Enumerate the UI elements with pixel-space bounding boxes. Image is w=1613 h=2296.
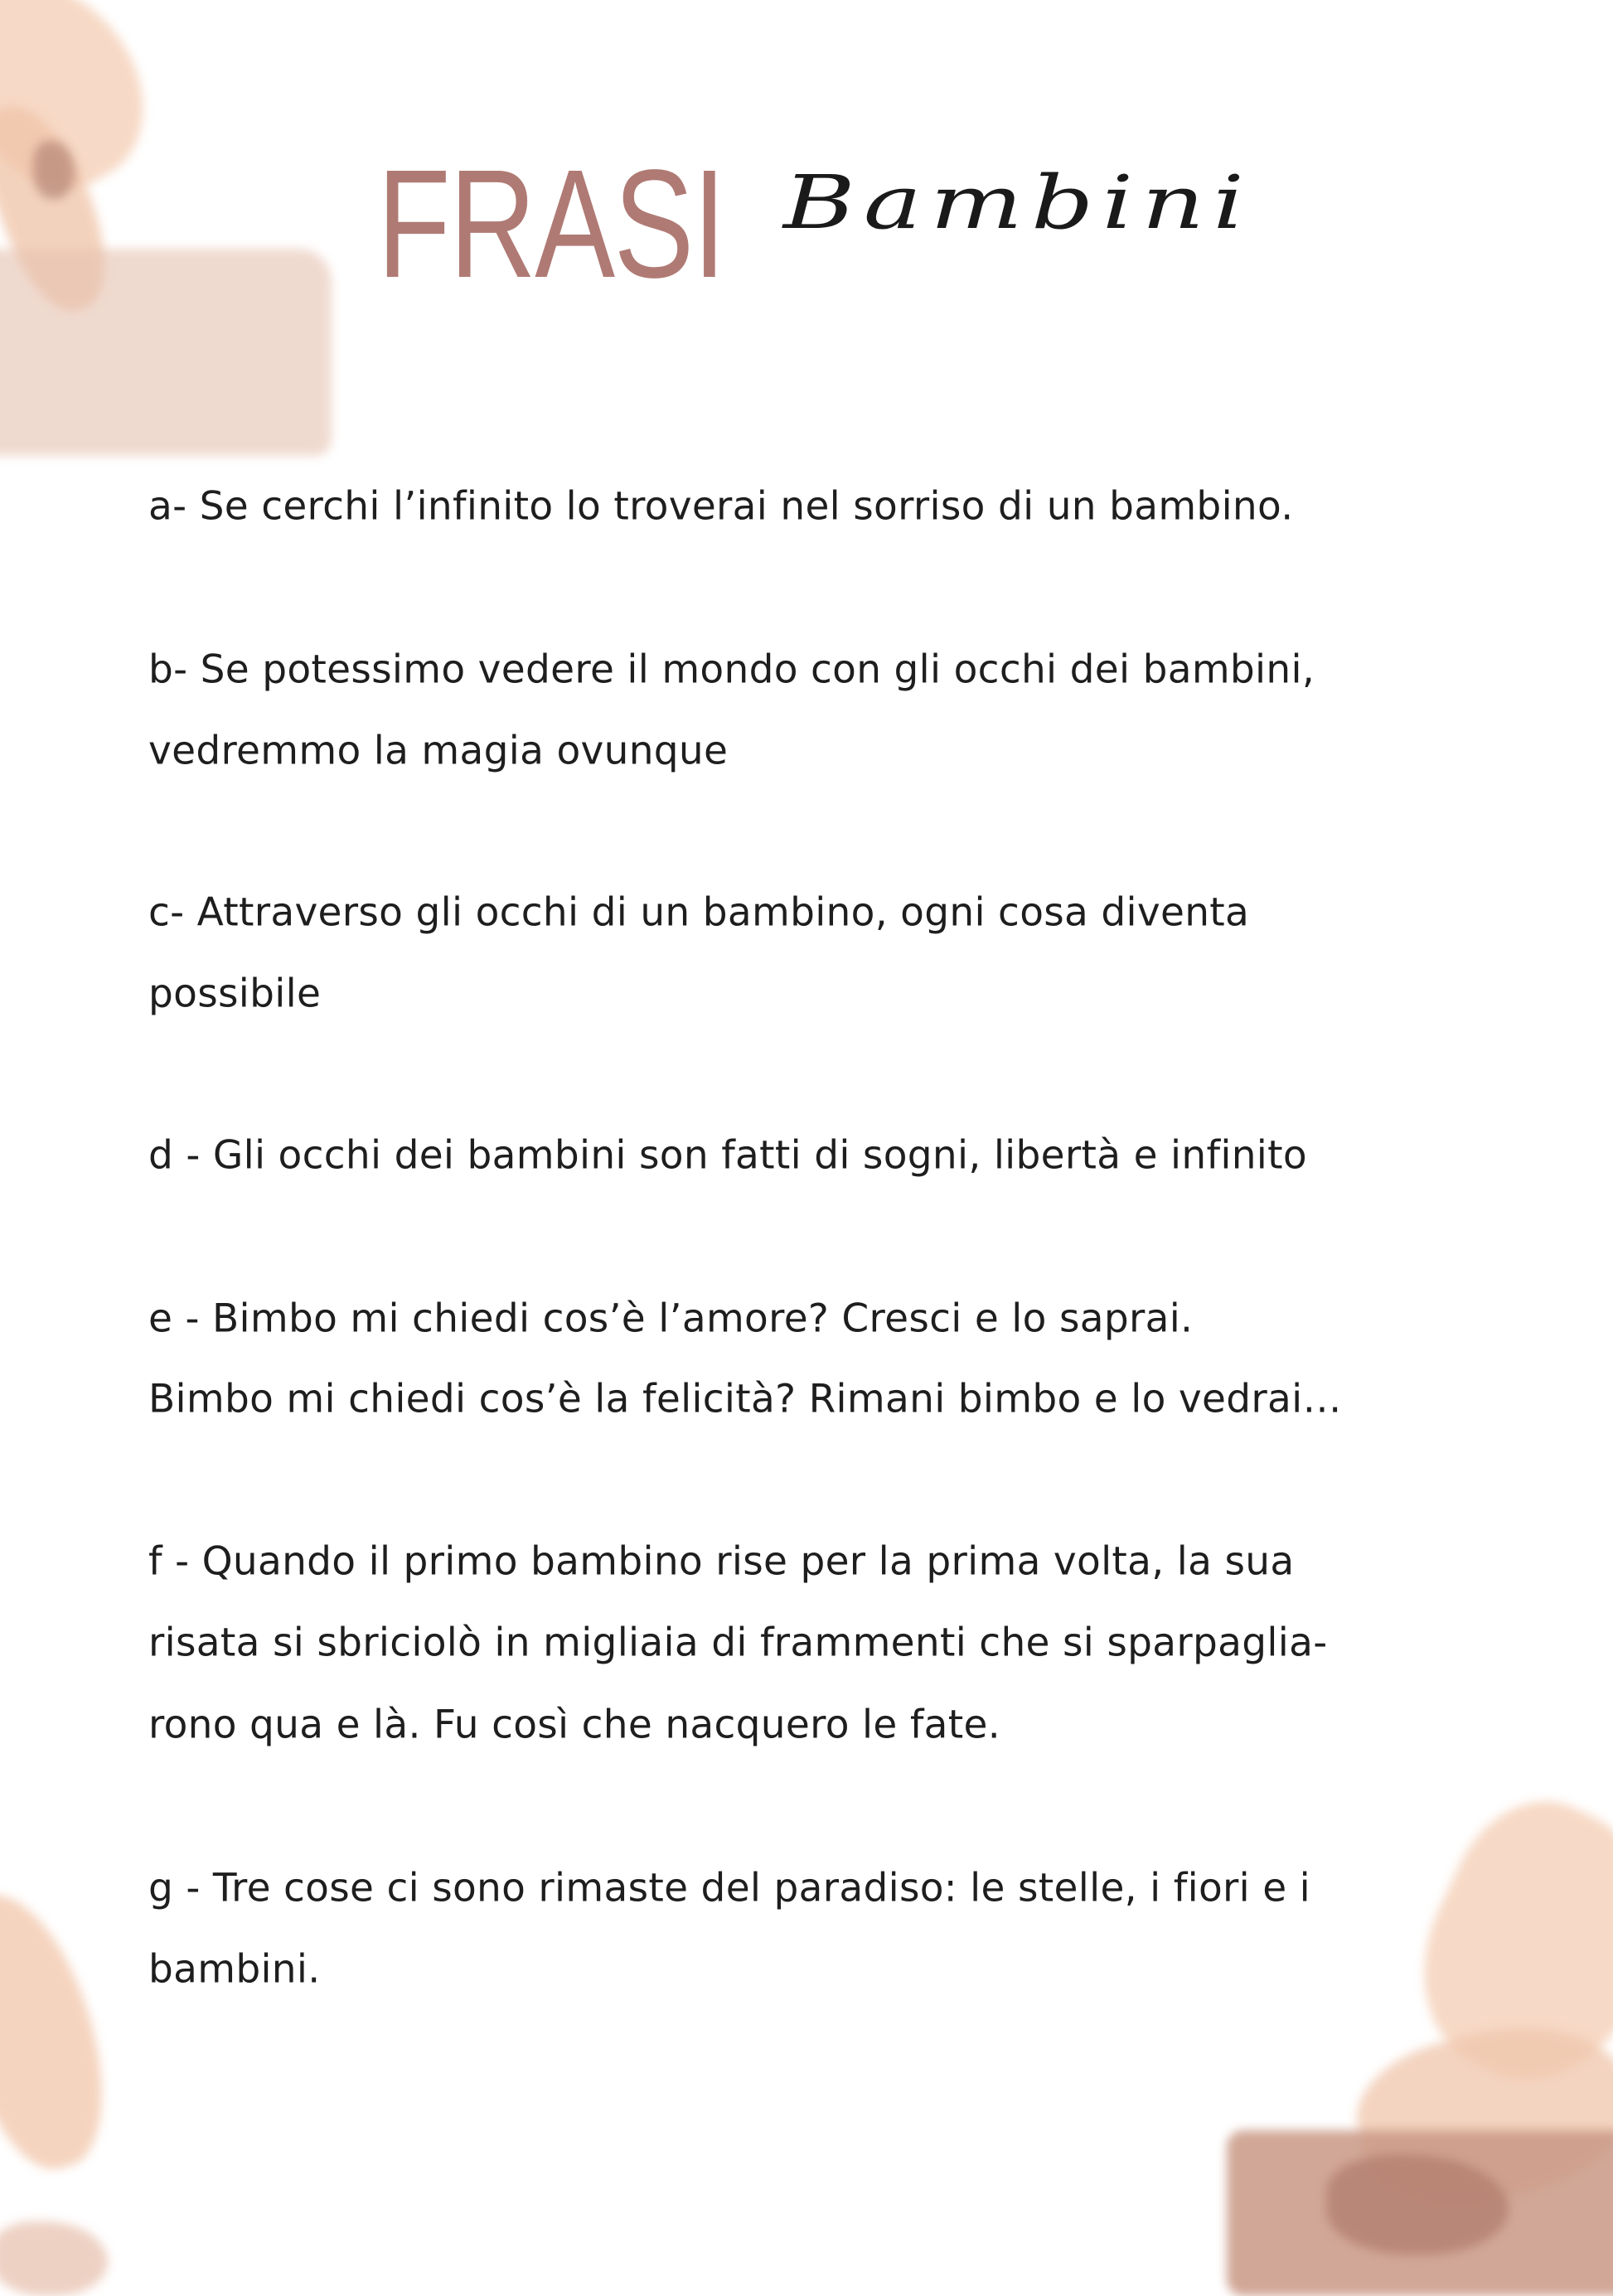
quote-line: vedremmo la magia ovunque [148, 728, 729, 774]
quote-line: bambini. [148, 1946, 321, 1993]
quote-line: a- Se cerchi l’infinito lo troverai nel sorriso di un bambino. [148, 483, 1294, 530]
quote-line: g - Tre cose ci sono rimaste del paradiso: le stelle, i fiori e i [148, 1865, 1311, 1911]
quote-line: b- Se potessimo vedere il mondo con gli occhi dei bambini, [148, 647, 1315, 693]
quote-line: e - Bimbo mi chiedi cos’è l’amore? Cresci e lo saprai. [148, 1296, 1194, 1342]
quote-line: possibile [148, 971, 322, 1017]
quote-line: d - Gli occhi dei bambini son fatti di sogni, libertà e infinito [148, 1132, 1307, 1179]
quote-line: risata si sbriciolò in migliaia di frammenti che si sparpaglia- [148, 1620, 1328, 1666]
page-title: FRASI [377, 138, 725, 310]
page-subtitle-script: Bambini [783, 159, 1252, 245]
quote-line: rono qua e là. Fu così che nacquero le fate. [148, 1702, 1000, 1748]
quote-line: c- Attraverso gli occhi di un bambino, ogni cosa diventa [148, 889, 1250, 936]
quote-line: Bimbo mi chiedi cos’è la felicità? Rimani bimbo e lo vedrai… [148, 1376, 1342, 1422]
quote-line: f - Quando il primo bambino rise per la prima volta, la sua [148, 1538, 1295, 1585]
